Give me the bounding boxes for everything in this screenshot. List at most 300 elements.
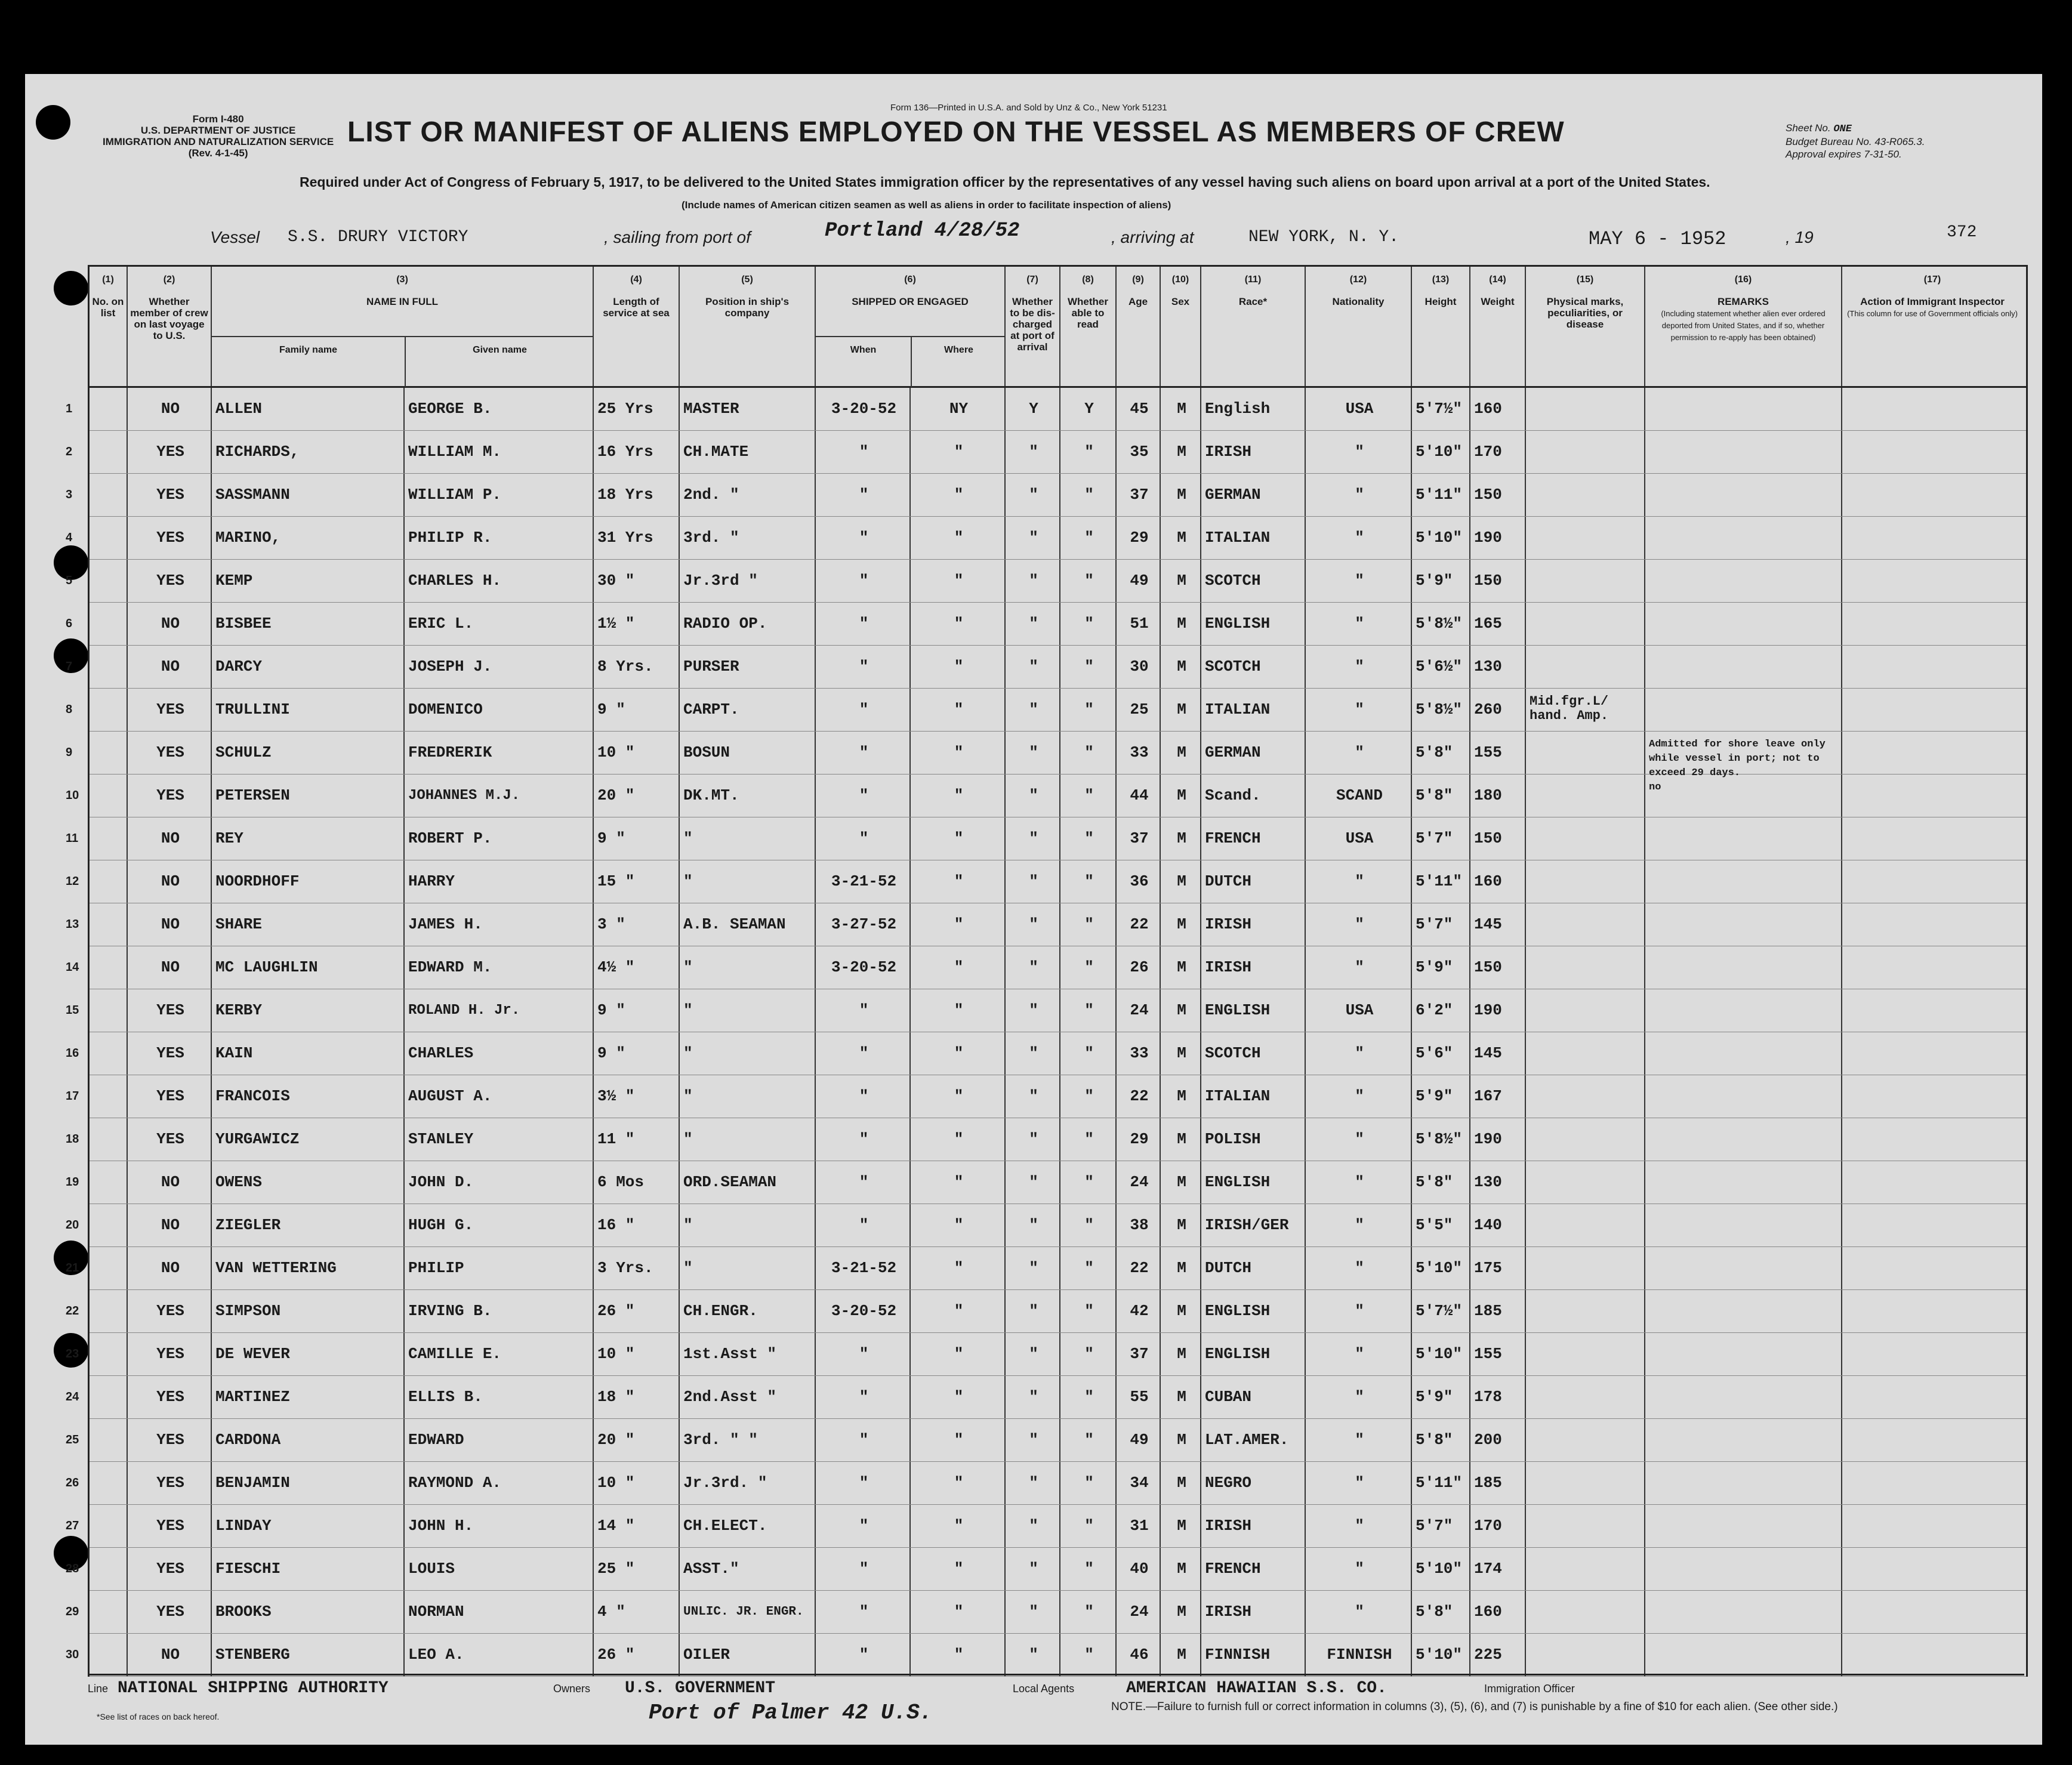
column-divider: [815, 1634, 816, 1676]
column-divider: [1200, 1462, 1201, 1504]
column-divider: [1115, 1075, 1117, 1118]
owners-value: U.S. GOVERNMENT: [625, 1679, 776, 1698]
column-divider: [1841, 603, 1842, 645]
cell-height: 5'10": [1416, 1345, 1463, 1363]
column-divider: [593, 431, 594, 473]
column-divider: [679, 1419, 680, 1461]
cell-race: LAT.AMER.: [1205, 1431, 1289, 1449]
table-row: [66, 646, 2026, 689]
cell-prev: YES: [156, 486, 184, 504]
cell-position: CH.ELECT.: [683, 1517, 767, 1535]
cell-nat: ": [1355, 1345, 1364, 1363]
cell-given: DOMENICO: [408, 701, 483, 718]
column-divider: [909, 603, 911, 645]
cell-height: 5'10": [1416, 529, 1463, 547]
cell-read: ": [1084, 701, 1094, 718]
column-divider: [1160, 388, 1161, 430]
cell-remarks: [1649, 1376, 1840, 1418]
column-divider: [211, 1548, 212, 1590]
column-divider: [1115, 603, 1117, 645]
cell-race: FRENCH: [1205, 829, 1261, 847]
column-divider: [403, 989, 405, 1032]
column-divider: [1644, 774, 1645, 817]
column-divider: [1059, 774, 1060, 817]
column-divider: [1644, 903, 1645, 946]
column-divider: [909, 431, 911, 473]
column-divider: [1469, 1032, 1470, 1075]
column-divider: [1841, 646, 1842, 688]
column-divider: [593, 1333, 594, 1375]
column-divider: [1469, 1634, 1470, 1676]
column-divider: [1525, 860, 1526, 903]
table-row: [66, 603, 2026, 646]
cell-nat: ": [1355, 658, 1364, 675]
column-divider: [1115, 1505, 1117, 1547]
cell-when: ": [859, 701, 869, 718]
column-divider: [127, 732, 128, 774]
line-number: 7: [66, 660, 73, 673]
cell-service: 18 ": [597, 1388, 635, 1406]
column-divider: [403, 431, 405, 473]
column-divider: [1644, 603, 1645, 645]
column-divider: [403, 774, 405, 817]
column-divider: [127, 817, 128, 860]
cell-race: ENGLISH: [1205, 1001, 1271, 1019]
column-divider: [1305, 774, 1306, 817]
column-divider: [1305, 1548, 1306, 1590]
column-divider: [1305, 1118, 1306, 1161]
cell-position: DK.MT.: [683, 786, 739, 804]
column-divider: [1115, 431, 1117, 473]
column-divider: [1469, 860, 1470, 903]
cell-remarks: [1649, 1462, 1840, 1504]
column-divider: [679, 1548, 680, 1590]
column-divider: [211, 732, 212, 774]
cell-race: GERMAN: [1205, 743, 1261, 761]
column-divider: [127, 517, 128, 559]
column-divider: [679, 517, 680, 559]
cell-read: ": [1084, 829, 1094, 847]
column-divider: [127, 989, 128, 1032]
cell-marks: [1530, 774, 1643, 817]
column-divider: [1644, 989, 1645, 1032]
cell-position: ": [683, 1259, 693, 1277]
cell-race: IRISH: [1205, 915, 1252, 933]
cell-remarks: [1649, 817, 1840, 860]
column-divider: [593, 903, 594, 946]
column-divider: [1004, 517, 1006, 559]
column-divider: [1525, 1032, 1526, 1075]
cell-height: 5'9": [1416, 572, 1453, 590]
column-divider: [679, 603, 680, 645]
cell-service: 20 ": [597, 786, 635, 804]
cell-remarks: [1649, 1634, 1840, 1676]
column-divider: [679, 646, 680, 688]
cell-height: 5'10": [1416, 1560, 1463, 1578]
column-divider: [815, 1505, 816, 1547]
column-divider: [1160, 1118, 1161, 1161]
column-divider: [1841, 1118, 1842, 1161]
cell-when: ": [859, 1560, 869, 1578]
cell-age: 37: [1130, 486, 1149, 504]
column-divider: [1004, 1247, 1006, 1289]
cell-service: 16 Yrs: [597, 443, 653, 461]
column-divider: [1115, 860, 1117, 903]
column-divider: [1841, 474, 1842, 516]
column-divider: [1059, 1548, 1060, 1590]
cell-age: 45: [1130, 400, 1149, 418]
cell-given: PHILIP: [408, 1259, 464, 1277]
cell-disch: ": [1029, 572, 1038, 590]
column-divider: [1160, 860, 1161, 903]
cell-where: ": [954, 1130, 964, 1148]
cell-read: ": [1084, 743, 1094, 761]
column-divider: [679, 1290, 680, 1332]
column-divider: [1160, 1333, 1161, 1375]
cell-position: ": [683, 1130, 693, 1148]
cell-when: 3-21-52: [831, 1259, 897, 1277]
line-number: 22: [66, 1304, 79, 1317]
column-divider: [1644, 1548, 1645, 1590]
column-divider: [211, 1247, 212, 1289]
column-divider: [1841, 1462, 1842, 1504]
cell-position: CH.MATE: [683, 443, 749, 461]
column-divider: [679, 474, 680, 516]
cell-read: ": [1084, 1259, 1094, 1277]
cell-when: 3-20-52: [831, 958, 897, 976]
column-divider: [1160, 1032, 1161, 1075]
cell-prev: YES: [156, 1474, 184, 1492]
cell-disch: ": [1029, 1474, 1038, 1492]
column-divider: [1411, 903, 1412, 946]
punch-hole: [36, 105, 70, 140]
column-divider: [127, 689, 128, 731]
cell-where: ": [954, 1216, 964, 1234]
col-header-physical-marks: (15) Physical marks, peculiarities, or disease: [1525, 267, 1644, 386]
column-divider: [1305, 1032, 1306, 1075]
cell-given: WILLIAM M.: [408, 443, 502, 461]
cell-read: ": [1084, 1087, 1094, 1105]
cell-read: ": [1084, 1130, 1094, 1148]
cell-disch: ": [1029, 615, 1038, 632]
cell-disch: ": [1029, 1173, 1038, 1191]
column-divider: [1059, 1376, 1060, 1418]
column-divider: [1160, 946, 1161, 989]
column-divider: [1059, 474, 1060, 516]
year-label: , 19: [1786, 228, 1814, 246]
cell-disch: ": [1029, 872, 1038, 890]
cell-nat: ": [1355, 1474, 1364, 1492]
cell-nat: ": [1355, 1044, 1364, 1062]
column-divider: [211, 903, 212, 946]
column-divider: [127, 474, 128, 516]
column-divider: [127, 1548, 128, 1590]
cell-where: ": [954, 701, 964, 718]
column-divider: [1469, 1333, 1470, 1375]
cell-when: ": [859, 1474, 869, 1492]
cell-given: IRVING B.: [408, 1302, 492, 1320]
column-divider: [1200, 1634, 1201, 1676]
column-divider: [1115, 474, 1117, 516]
cell-weight: 150: [1474, 486, 1502, 504]
column-divider: [679, 774, 680, 817]
column-divider: [593, 1118, 594, 1161]
crew-table: [66, 265, 2028, 1677]
cell-when: ": [859, 1087, 869, 1105]
column-divider: [815, 431, 816, 473]
column-divider: [593, 603, 594, 645]
cell-race: FINNISH: [1205, 1646, 1271, 1664]
column-divider: [1411, 1591, 1412, 1633]
cell-weight: 145: [1474, 1044, 1502, 1062]
column-divider: [1841, 946, 1842, 989]
column-divider: [211, 1634, 212, 1676]
column-divider: [679, 860, 680, 903]
column-divider: [1305, 1161, 1306, 1204]
table-row: [66, 1505, 2026, 1548]
column-divider: [815, 989, 816, 1032]
cell-where: ": [954, 443, 964, 461]
cell-service: 26 ": [597, 1302, 635, 1320]
cell-service: 3 Yrs.: [597, 1259, 653, 1277]
cell-given: ERIC L.: [408, 615, 474, 632]
sub-where: Where: [911, 337, 1006, 387]
column-divider: [1160, 1462, 1161, 1504]
cell-age: 44: [1130, 786, 1149, 804]
cell-marks: [1530, 946, 1643, 989]
cell-nat: USA: [1345, 829, 1374, 847]
column-divider: [1469, 517, 1470, 559]
cell-marks: [1530, 1118, 1643, 1161]
table-row: [66, 1419, 2026, 1462]
line-number: 1: [66, 402, 73, 415]
column-divider: [815, 388, 816, 430]
column-divider: [1160, 560, 1161, 602]
column-divider: [1525, 1505, 1526, 1547]
column-divider: [1644, 388, 1645, 430]
cell-height: 5'5": [1416, 1216, 1453, 1234]
column-divider: [679, 1591, 680, 1633]
cell-where: ": [954, 915, 964, 933]
cell-when: ": [859, 615, 869, 632]
col-header-action: (17) Action of Immigrant Inspector (This column for use of Government officials only): [1841, 267, 2022, 386]
column-divider: [1200, 1419, 1201, 1461]
column-divider: [1411, 1204, 1412, 1246]
cell-age: 38: [1130, 1216, 1149, 1234]
column-divider: [1411, 689, 1412, 731]
line-number: 3: [66, 488, 73, 501]
cell-remarks: [1649, 388, 1840, 430]
column-divider: [1059, 689, 1060, 731]
column-divider: [1200, 388, 1201, 430]
column-divider: [403, 1075, 405, 1118]
column-divider: [127, 774, 128, 817]
cell-weight: 145: [1474, 915, 1502, 933]
cell-marks: [1530, 431, 1643, 473]
column-divider: [1525, 1333, 1526, 1375]
column-divider: [815, 1591, 816, 1633]
column-divider: [815, 1290, 816, 1332]
cell-read: ": [1084, 872, 1094, 890]
column-divider: [1469, 388, 1470, 430]
cell-where: ": [954, 1517, 964, 1535]
cell-marks: [1530, 817, 1643, 860]
cell-disch: ": [1029, 1130, 1038, 1148]
cell-read: ": [1084, 1560, 1094, 1578]
cell-nat: ": [1355, 529, 1364, 547]
column-divider: [1525, 1118, 1526, 1161]
column-divider: [1115, 1376, 1117, 1418]
column-divider: [815, 903, 816, 946]
cell-nat: ": [1355, 872, 1364, 890]
column-divider: [403, 860, 405, 903]
column-divider: [1841, 903, 1842, 946]
cell-service: 20 ": [597, 1431, 635, 1449]
cell-position: 2nd.Asst ": [683, 1388, 777, 1406]
cell-given: CAMILLE E.: [408, 1345, 502, 1363]
cell-read: ": [1084, 572, 1094, 590]
cell-height: 5'8": [1416, 743, 1453, 761]
cell-nat: ": [1355, 1517, 1364, 1535]
cell-sex: M: [1177, 786, 1186, 804]
column-divider: [593, 1032, 594, 1075]
cell-age: 49: [1130, 1431, 1149, 1449]
column-divider: [127, 1462, 128, 1504]
column-divider: [1004, 732, 1006, 774]
column-divider: [1469, 903, 1470, 946]
column-divider: [403, 1419, 405, 1461]
column-divider: [1305, 1462, 1306, 1504]
cell-height: 5'7": [1416, 915, 1453, 933]
column-divider: [909, 646, 911, 688]
table-row: [66, 689, 2026, 732]
agents-label: Local Agents: [1013, 1683, 1075, 1695]
cell-nat: USA: [1345, 400, 1374, 418]
cell-read: ": [1084, 1431, 1094, 1449]
column-divider: [211, 774, 212, 817]
column-divider: [679, 1118, 680, 1161]
cell-height: 5'8½": [1416, 1130, 1463, 1148]
cell-age: 40: [1130, 1560, 1149, 1578]
column-divider: [1525, 431, 1526, 473]
column-divider: [403, 1548, 405, 1590]
table-row: [66, 560, 2026, 603]
column-divider: [1411, 1333, 1412, 1375]
column-divider: [1411, 1161, 1412, 1204]
column-divider: [1004, 860, 1006, 903]
cell-when: ": [859, 1388, 869, 1406]
column-divider: [1644, 1247, 1645, 1289]
column-divider: [1411, 774, 1412, 817]
cell-race: ENGLISH: [1205, 615, 1271, 632]
cell-weight: 185: [1474, 1302, 1502, 1320]
column-divider: [679, 817, 680, 860]
column-divider: [593, 517, 594, 559]
column-divider: [1525, 646, 1526, 688]
cell-sex: M: [1177, 1001, 1186, 1019]
cell-weight: 155: [1474, 1345, 1502, 1363]
cell-race: IRISH: [1205, 1603, 1252, 1621]
cell-race: Scand.: [1205, 786, 1261, 804]
cell-race: SCOTCH: [1205, 1044, 1261, 1062]
column-divider: [127, 1204, 128, 1246]
column-divider: [593, 1075, 594, 1118]
column-divider: [1525, 1247, 1526, 1289]
cell-family: DE WEVER: [215, 1345, 290, 1363]
column-divider: [1115, 1548, 1117, 1590]
cell-sex: M: [1177, 701, 1186, 718]
column-divider: [815, 560, 816, 602]
penalty-note: NOTE.—Failure to furnish full or correct information in columns (3), (5), (6), and (7) is punishable by a fine of $10 for each alien. (See other side.): [1111, 1701, 1838, 1713]
cell-given: JOHANNES M.J.: [408, 788, 520, 804]
column-divider: [1160, 1505, 1161, 1547]
cell-remarks: [1649, 560, 1840, 602]
cell-given: CHARLES H.: [408, 572, 502, 590]
column-divider: [403, 689, 405, 731]
cell-position: ": [683, 829, 693, 847]
cell-when: 3-21-52: [831, 872, 897, 890]
cell-remarks: [1649, 1075, 1840, 1118]
cell-where: ": [954, 615, 964, 632]
cell-where: ": [954, 572, 964, 590]
column-divider: [211, 1333, 212, 1375]
manifest-sheet: [25, 74, 2042, 1745]
cell-race: English: [1205, 400, 1271, 418]
cell-age: 42: [1130, 1302, 1149, 1320]
cell-when: 3-20-52: [831, 400, 897, 418]
cell-family: REY: [215, 829, 243, 847]
column-divider: [593, 946, 594, 989]
column-divider: [1160, 689, 1161, 731]
column-divider: [1841, 1634, 1842, 1676]
column-divider: [1059, 860, 1060, 903]
cell-remarks: [1649, 1591, 1840, 1633]
cell-service: 1½ ": [597, 615, 635, 632]
vessel-name: S.S. DRURY VICTORY: [288, 228, 468, 246]
column-divider: [1059, 1462, 1060, 1504]
cell-disch: ": [1029, 915, 1038, 933]
column-divider: [1200, 1247, 1201, 1289]
col-header-sex: (10) Sex: [1160, 267, 1200, 386]
column-divider: [1525, 1591, 1526, 1633]
cell-service: 16 ": [597, 1216, 635, 1234]
cell-marks: [1530, 1290, 1643, 1332]
cell-marks: [1530, 1032, 1643, 1075]
column-divider: [1004, 1118, 1006, 1161]
cell-disch: ": [1029, 958, 1038, 976]
cell-given: ELLIS B.: [408, 1388, 483, 1406]
cell-age: 24: [1130, 1001, 1149, 1019]
cell-given: WILLIAM P.: [408, 486, 502, 504]
column-divider: [679, 431, 680, 473]
cell-service: 10 ": [597, 743, 635, 761]
column-divider: [1411, 474, 1412, 516]
cell-height: 5'6½": [1416, 658, 1463, 675]
cell-given: HUGH G.: [408, 1216, 474, 1234]
cell-height: 5'11": [1416, 486, 1463, 504]
column-divider: [127, 1376, 128, 1418]
cell-position: ": [683, 1044, 693, 1062]
cell-race: ENGLISH: [1205, 1302, 1271, 1320]
cell-marks: [1530, 860, 1643, 903]
column-divider: [1841, 1204, 1842, 1246]
cell-age: 30: [1130, 658, 1149, 675]
act-statement: Required under Act of Congress of February 5, 1917, to be delivered to the United States immigration officer by the representatives of any vessel having such aliens on board upon arrival at a port of the United States.: [300, 174, 1710, 190]
column-divider: [1200, 646, 1201, 688]
cell-weight: 200: [1474, 1431, 1502, 1449]
cell-where: ": [954, 1474, 964, 1492]
line-number: 6: [66, 617, 73, 630]
